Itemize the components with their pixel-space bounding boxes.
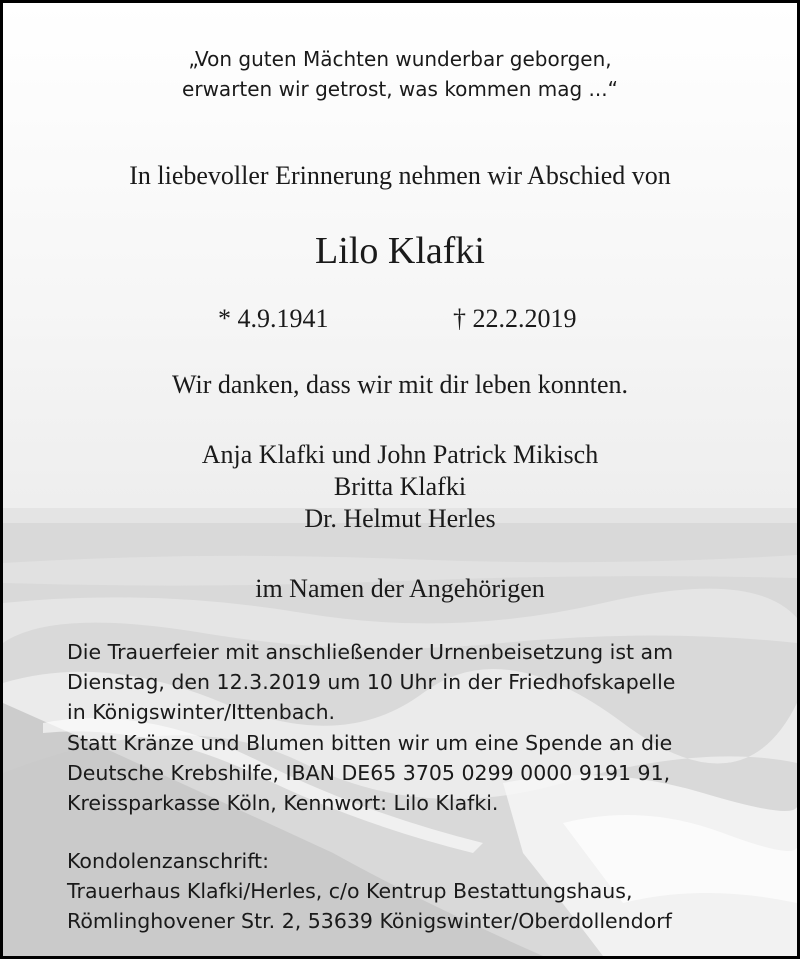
service-info-line: Kreissparkasse Köln, Kennwort: Lilo Klafki. (67, 791, 499, 816)
signer-name: Dr. Helmut Herles (304, 504, 496, 533)
service-info-line: Statt Kränze und Blumen bitten wir um eine Spende an die (67, 730, 673, 755)
condolence-line: Trauerhaus Klafki/Herles, c/o Kentrup Bestattungshaus, (67, 879, 633, 904)
service-info-line: Die Trauerfeier mit anschließender Urnenbeisetzung ist am (67, 640, 674, 664)
on-behalf-text: im Namen der Angehörigen (255, 574, 545, 603)
deceased-name: Lilo Klafki (315, 230, 485, 272)
condolence-line: Kondolenzanschrift: (67, 849, 269, 873)
intro-text: In liebevoller Erinnerung nehmen wir Abschied von (129, 161, 671, 190)
signer-name: Anja Klafki und John Patrick Mikisch (201, 440, 599, 469)
death-date: † 22.2.2019 (453, 304, 577, 333)
service-info (67, 637, 787, 818)
signer-name: Britta Klafki (333, 472, 467, 501)
motto-line: „Von guten Mächten wunderbar geborgen, (188, 47, 612, 71)
motto-line: erwarten wir getrost, was kommen mag ...“ (182, 77, 618, 101)
motto-quote (3, 44, 797, 104)
service-info-line: Deutsche Krebshilfe, IBAN DE65 3705 0299 0000 9191 91, (67, 760, 671, 785)
condolence-address (67, 846, 787, 937)
service-info-line: in Königswinter/Ittenbach. (67, 700, 336, 725)
condolence-line: Römlinghovener Str. 2, 53639 Königswinter/Oberdollendorf (67, 909, 672, 934)
thanks-text: Wir danken, dass wir mit dir leben konnten. (171, 370, 628, 399)
signers-list (3, 439, 797, 535)
birth-date: * 4.9.1941 (218, 304, 329, 333)
service-info-line: Dienstag, den 12.3.2019 um 10 Uhr in der Friedhofskapelle (67, 670, 676, 695)
